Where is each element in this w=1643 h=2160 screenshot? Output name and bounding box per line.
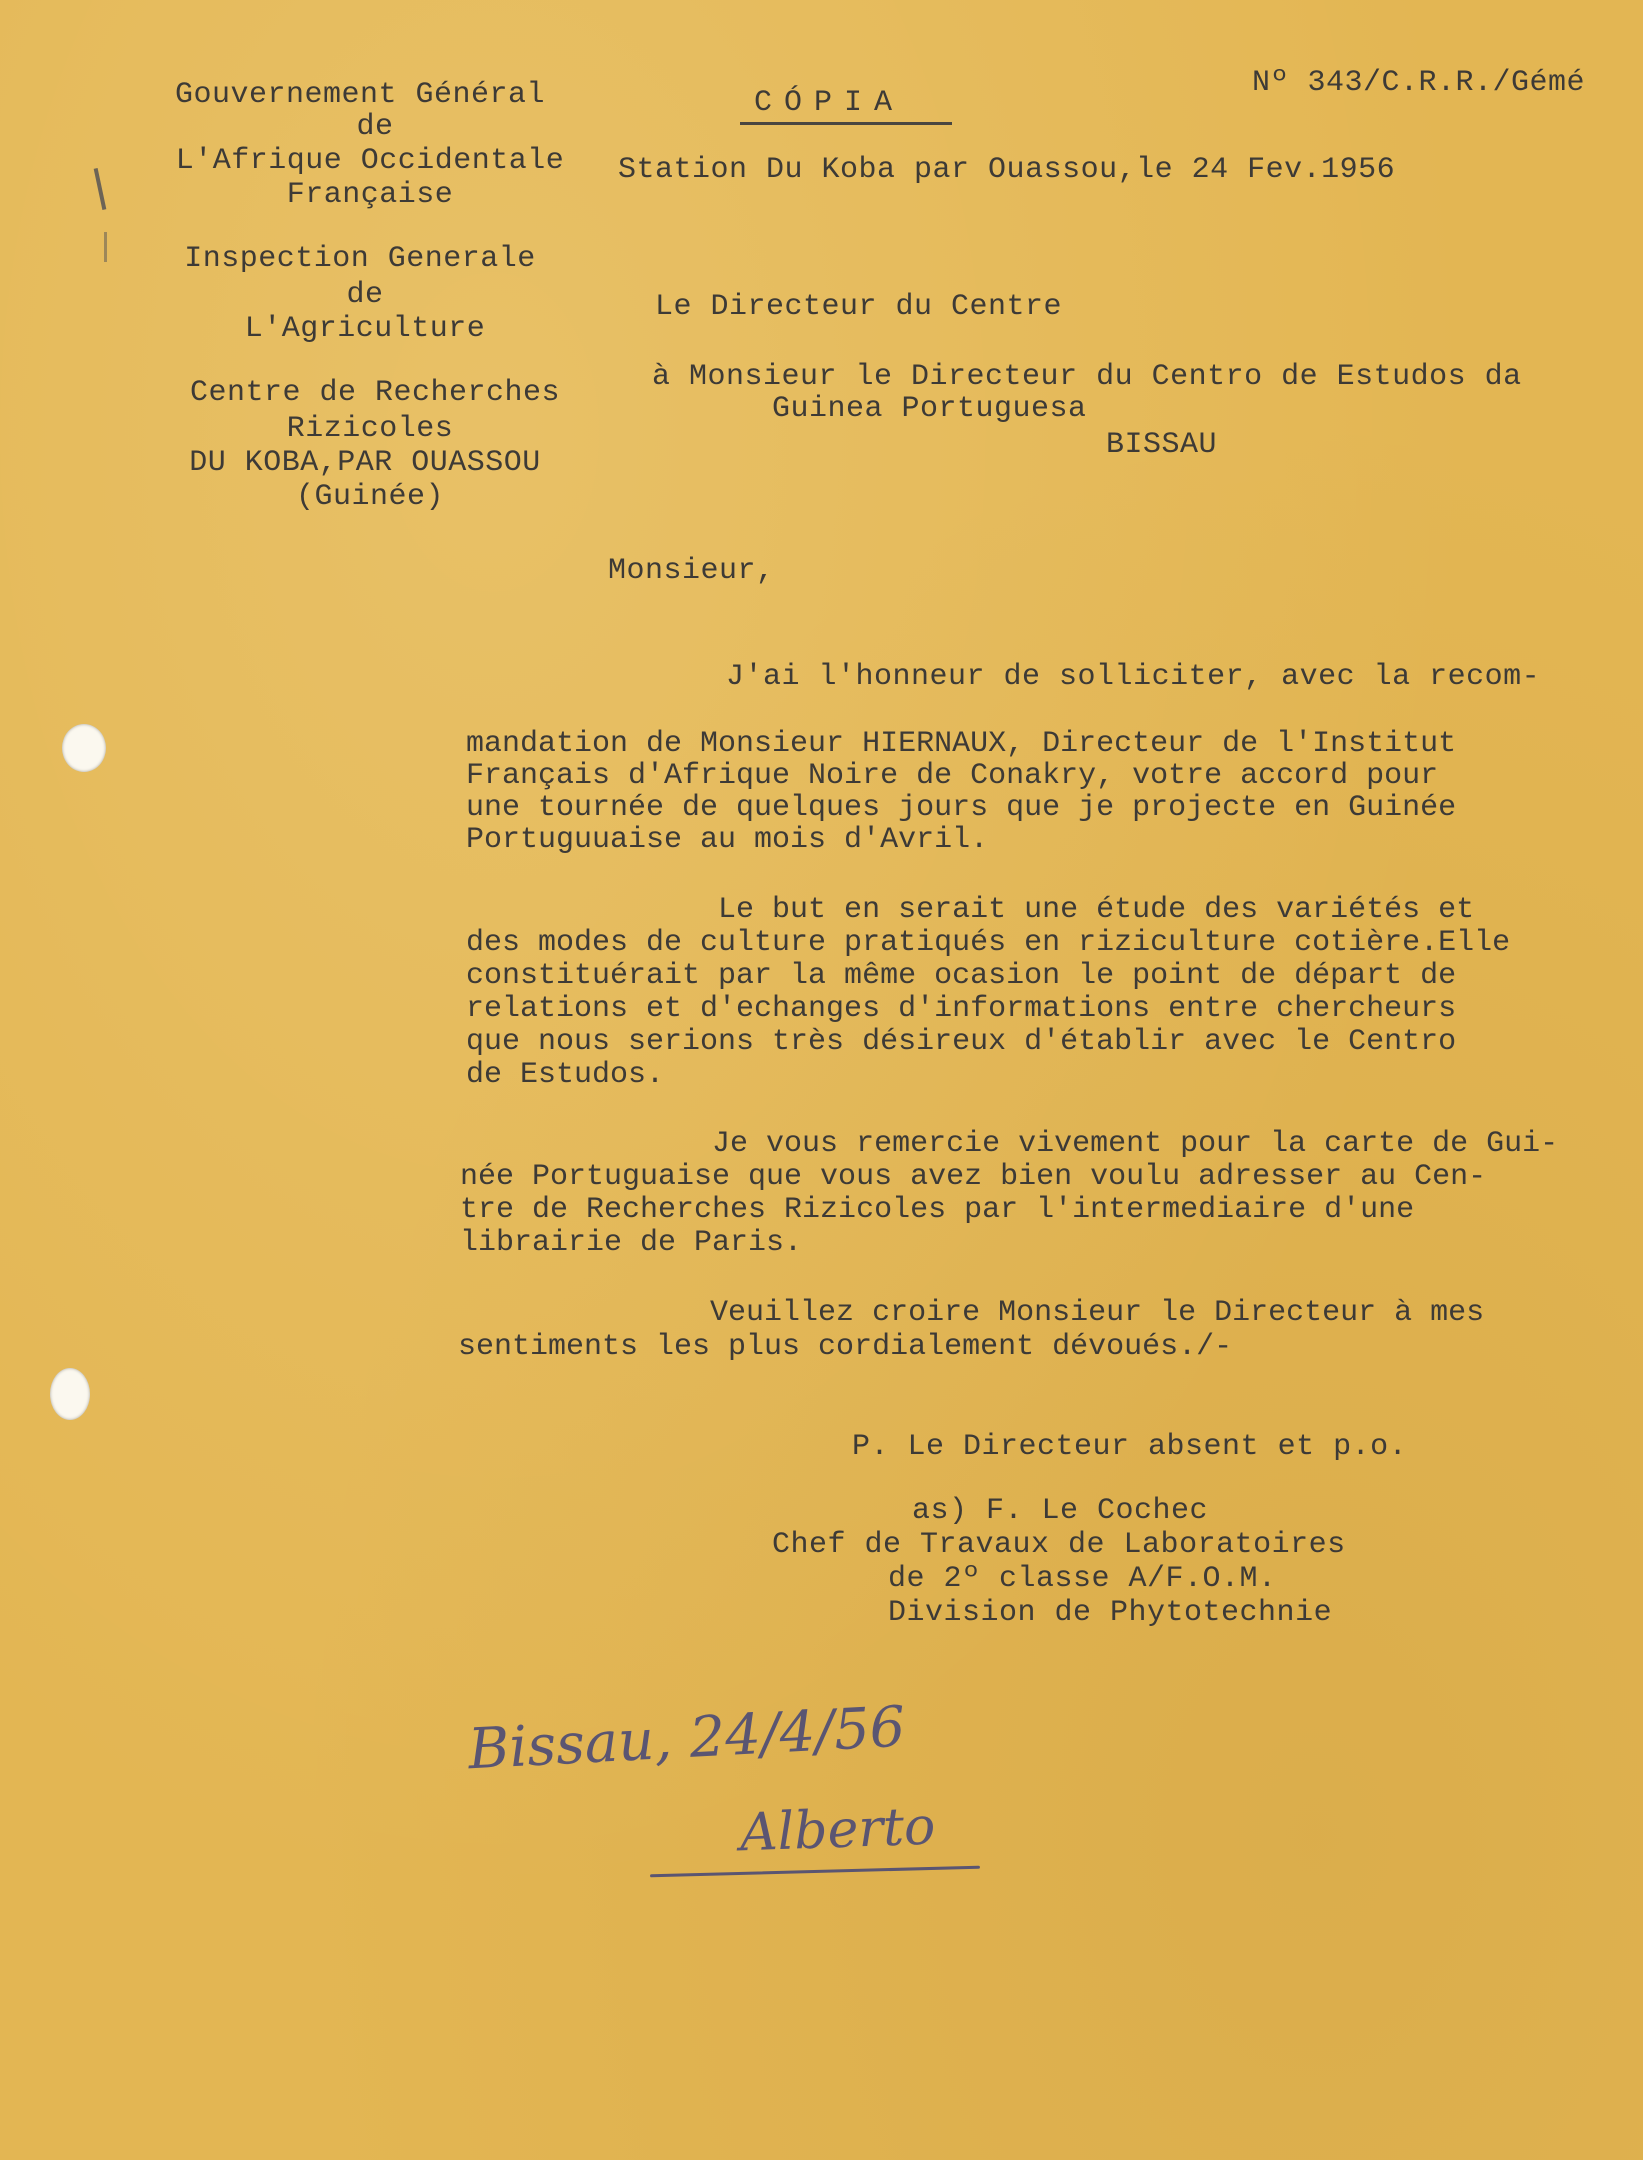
copy-heading-underline xyxy=(740,122,952,125)
margin-mark-dots xyxy=(104,232,107,262)
sender-line: Inspection Generale xyxy=(184,242,536,276)
handwritten-signature: Alberto xyxy=(739,1796,937,1864)
sender-line: Française xyxy=(286,178,454,212)
sender-line: L'Agriculture xyxy=(244,312,486,346)
body-paragraph-4: Veuillez croire Monsieur le Directeur à mes sentiments les plus cordialement dévoués./- xyxy=(458,1296,1485,1364)
body-paragraph-2: Le but en serait une étude des variétés et des modes de culture pratiqués en riziculture cotière.Elle constituérait par la même ocasion le point de départ de relations et d'echanges d'informations entre chercheurs que nous serions très désireux d'établir avec le Centro de Estudos. xyxy=(466,893,1511,1092)
signature-line: Division de Phytotechnie xyxy=(888,1596,1333,1630)
sender-line: de xyxy=(356,110,394,144)
salutation: Monsieur, xyxy=(608,554,775,588)
margin-mark xyxy=(94,168,107,210)
punch-hole-bottom xyxy=(50,1368,90,1420)
signature-line: Chef de Travaux de Laboratoires xyxy=(772,1528,1346,1562)
addressee-line: Guinea Portuguesa xyxy=(772,392,1087,426)
signature-line: as) F. Le Cochec xyxy=(912,1494,1209,1528)
sender-line: (Guinée) xyxy=(295,480,445,514)
addressee-city: BISSAU xyxy=(1106,428,1218,462)
sender-line: Centre de Recherches xyxy=(189,376,561,410)
punch-hole-top xyxy=(62,724,106,772)
sender-line: Gouvernement Général xyxy=(174,78,546,112)
sender-line: de xyxy=(346,278,384,312)
reference-number: Nº 343/C.R.R./Gémé xyxy=(1252,66,1586,100)
body-paragraph-3: Je vous remercie vivement pour la carte de Gui- née Portuguaise que vous avez bien voulu adresser au Cen- tre de Recherches Rizicoles par l'intermediaire d'une librairie de Paris. xyxy=(460,1127,1559,1260)
handwritten-note: Bissau, 24/4/56 xyxy=(466,1694,907,1783)
sender-line: DU KOBA,PAR OUASSOU xyxy=(189,446,541,480)
place-date: Station Du Koba par Ouassou,le 24 Fev.1956 xyxy=(618,153,1396,187)
body-paragraph-1: mandation de Monsieur HIERNAUX, Directeur de l'Institut Français d'Afrique Noire de Conakry, votre accord pour une tournée de quelques jours que je projecte en Guinée Portuguuaise au mois d'Avril. xyxy=(466,727,1457,857)
sender-line: Rizicoles xyxy=(286,412,454,446)
addressee-line: à Monsieur le Directeur du Centro de Estudos da xyxy=(652,360,1522,394)
signature-line: P. Le Directeur absent et p.o. xyxy=(852,1430,1408,1464)
signature-line: de 2º classe A/F.O.M. xyxy=(888,1562,1277,1596)
copy-heading: CÓPIA xyxy=(754,86,905,120)
sender-line: L'Afrique Occidentale xyxy=(175,144,565,178)
signature-underline xyxy=(650,1866,980,1878)
from-line: Le Directeur du Centre xyxy=(655,290,1063,324)
body-paragraph-1-first-line: J'ai l'honneur de solliciter, avec la recom- xyxy=(726,660,1541,694)
